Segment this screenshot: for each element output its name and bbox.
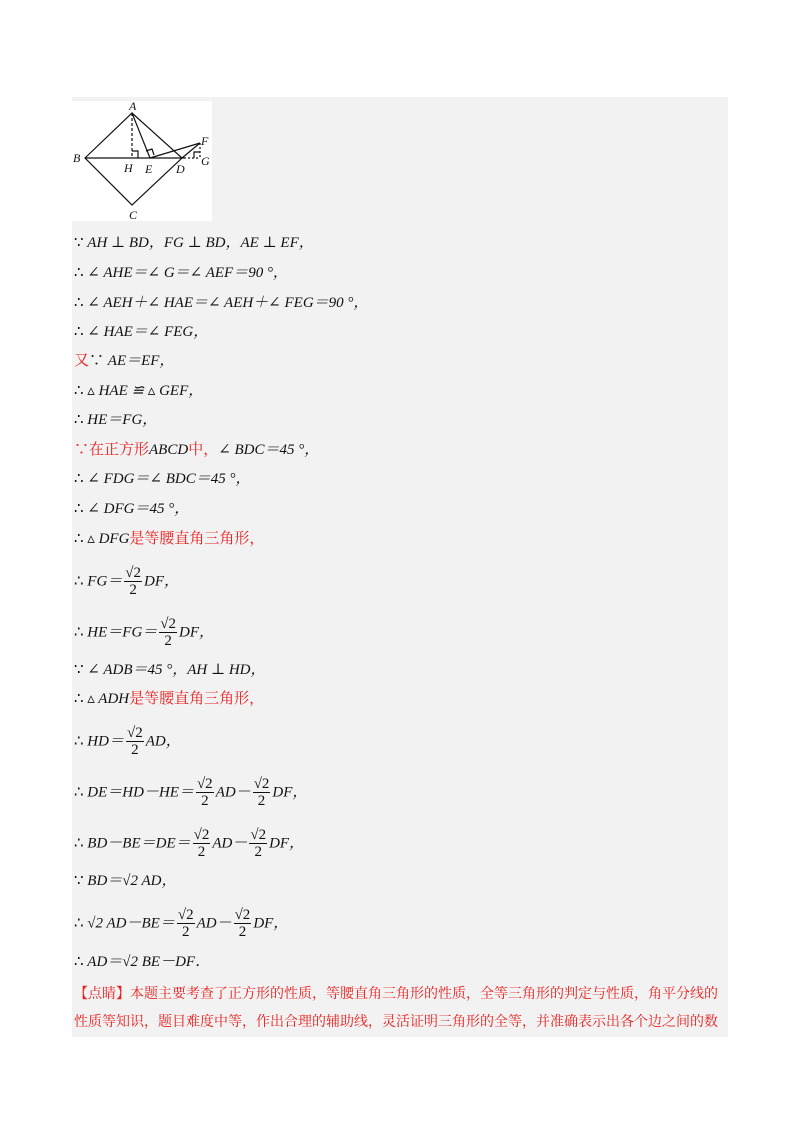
fraction: $\frac{√2}{2}$ — [125, 565, 142, 598]
proof-line-1: ∵ AH ⊥ BD，FG ⊥ BD，AE ⊥ EF， — [74, 235, 314, 251]
fraction: $\frac{√2}{2}$ — [193, 827, 210, 860]
proof-line-17: ∴ DE＝HD－HE＝ $\frac{√2}{2}$ AD－ $\frac{√2}{2}$ DF， — [74, 776, 308, 809]
proof-line-21: ∴ AD＝√2 BE－DF． — [74, 954, 211, 970]
comment-block — [74, 980, 728, 1036]
label-a: A — [129, 101, 137, 113]
fraction: $\frac{√2}{2}$ — [160, 616, 177, 649]
proof-line-10: ∴ ∠ DFG＝45 °， — [74, 501, 190, 517]
label-e: E — [145, 162, 153, 176]
label-b: B — [73, 151, 81, 165]
label-g: G — [201, 154, 210, 168]
fraction: $\frac{√2}{2}$ — [253, 776, 270, 809]
label-c: C — [129, 208, 138, 221]
comment-tag: 【点睛】 — [74, 986, 130, 1002]
proof-line-5: 又∵ AE＝EF， — [74, 353, 175, 369]
proof-line-4: ∴ ∠ HAE＝∠ FEG， — [74, 324, 209, 340]
proof-line-2: ∴ ∠ AHE＝∠ G＝∠ AEF＝90 °， — [74, 265, 288, 281]
label-d: D — [176, 162, 185, 176]
proof-line-14: ∵ ∠ ADB＝45 °，AH ⊥ HD， — [74, 662, 266, 678]
proof-line-18: ∴ BD－BE＝DE＝ $\frac{√2}{2}$ AD－ $\frac{√2}{2}$ DF， — [74, 827, 305, 860]
proof-line-11: ∴ ▵ DFG是等腰直角三角形， — [74, 531, 265, 547]
proof-line-20: ∴ √2 AD－BE＝ $\frac{√2}{2}$ AD－ $\frac{√2}{2}$ DF， — [74, 907, 289, 940]
proof-line-13: ∴ HE＝FG＝ $\frac{√2}{2}$ DF， — [74, 616, 215, 649]
proof-line-8: ∵在正方形ABCD中，∠ BDC＝45 °， — [74, 442, 320, 458]
fraction: $\frac{√2}{2}$ — [250, 827, 267, 860]
proof-line-6: ∴ ▵ HAE ≌ ▵ GEF， — [74, 383, 204, 399]
proof-line-12: ∴ FG＝ $\frac{√2}{2}$ DF， — [74, 565, 180, 598]
label-f: F — [201, 134, 209, 148]
proof-line-7: ∴ HE＝FG， — [74, 412, 158, 428]
fraction: $\frac{√2}{2}$ — [177, 907, 194, 940]
proof-line-3: ∴ ∠ AEH＋∠ HAE＝∠ AEH＋∠ FEG＝90 °， — [74, 295, 369, 311]
proof-line-19: ∵ BD＝√2 AD， — [74, 873, 177, 889]
proof-line-15: ∴ ▵ ADH是等腰直角三角形， — [74, 691, 265, 707]
geometry-figure — [72, 101, 212, 221]
fraction: $\frac{√2}{2}$ — [126, 725, 143, 758]
proof-line-16: ∴ HD＝ $\frac{√2}{2}$ AD， — [74, 725, 181, 758]
square-diagram — [72, 101, 212, 221]
fraction: $\frac{√2}{2}$ — [196, 776, 213, 809]
proof-line-9: ∴ ∠ FDG＝∠ BDC＝45 °， — [74, 471, 251, 487]
comment-text: 本题主要考查了正方形的性质，等腰直角三角形的性质，全等三角形的判定与性质，角平分线的性质等知识，题目难度中等，作出合理的辅助线，灵活证明三角形的全等，并准确表示出各个边之间的数 — [74, 986, 718, 1030]
label-h: H — [124, 161, 133, 175]
fraction: $\frac{√2}{2}$ — [234, 907, 251, 940]
